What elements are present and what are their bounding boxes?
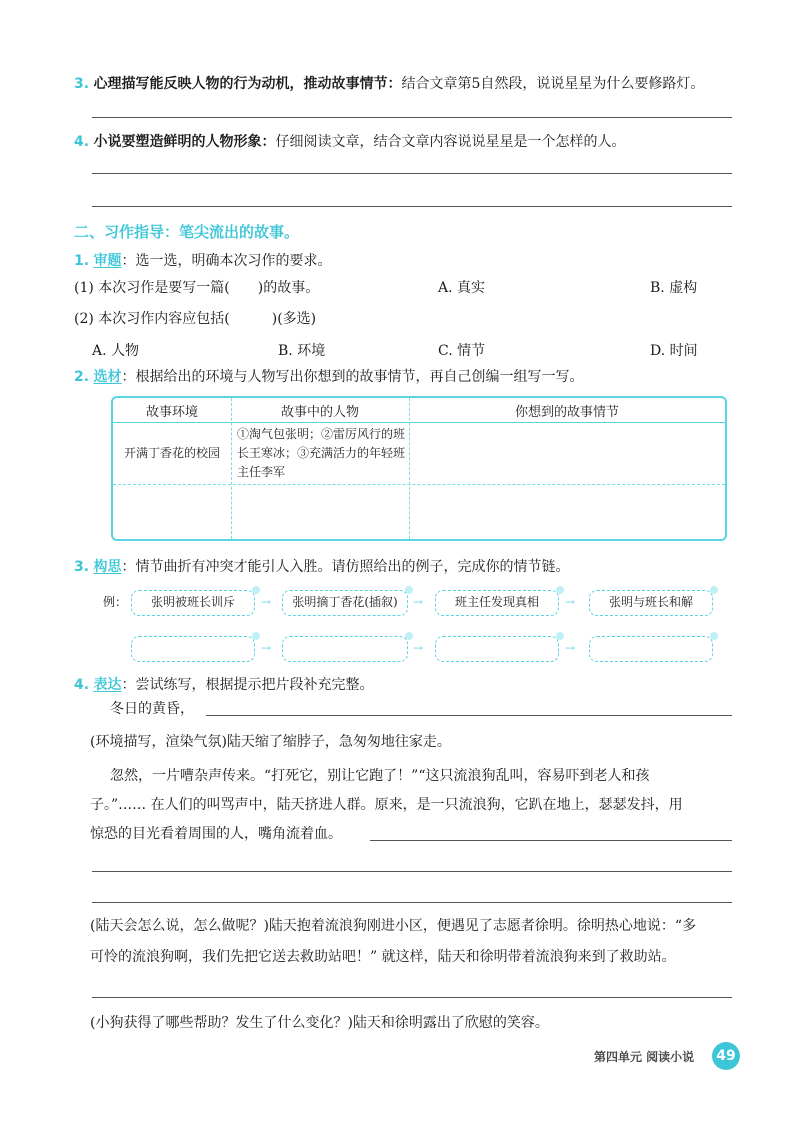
paragraph-text: 冬日的黄昏， [110, 701, 194, 717]
paragraph-text: 惊恐的目光看着周围的人，嘴角流着血。 [90, 826, 342, 842]
blank-cell[interactable] [411, 488, 723, 536]
task-text: ：尝试练写，根据提示把片段补充完整。 [121, 677, 374, 693]
paragraph-text: (小狗获得了哪些帮助？发生了什么变化？)陆天和徐明露出了欣慰的笑容。 [90, 1015, 549, 1031]
blank-cell[interactable] [115, 488, 229, 536]
sub-question-2: (2) 本次习作内容应包括( )(多选) [74, 311, 317, 327]
answer-line[interactable] [92, 117, 732, 118]
story-table [111, 396, 727, 541]
task-3 [74, 557, 570, 577]
table-header: 故事环境 [145, 405, 198, 420]
task-number: 1. [74, 253, 90, 269]
arrow-icon: → [261, 595, 272, 609]
question-title: 小说要塑造鲜明的人物形象： [93, 134, 276, 150]
answer-line[interactable] [92, 173, 732, 174]
paragraph-text: (陆天会怎么说，怎么做呢？)陆天抱着流浪狗刚进小区，便遇见了志愿者徐明。徐明热心地说：“多 [90, 918, 697, 934]
chain-input-box[interactable] [435, 636, 559, 662]
task-keyword: 构思 [93, 559, 122, 575]
chain-input-box[interactable] [282, 636, 408, 662]
chain-input-box[interactable] [131, 636, 255, 662]
chain-box: 张明摘丁香花(插叙) [282, 590, 408, 616]
table-cell: 开满丁香花的校园 [123, 446, 220, 460]
task-number: 2. [74, 369, 90, 385]
task-text: ：情节曲折有冲突才能引人入胜。请仿照给出的例子，完成你的情节链。 [121, 559, 570, 575]
answer-line[interactable] [92, 902, 732, 903]
answer-line[interactable] [92, 997, 732, 998]
option-b[interactable]: B. 环境 [278, 343, 326, 359]
option-d[interactable]: D. 时间 [650, 343, 698, 359]
question-4 [74, 132, 626, 152]
task-keyword: 审题 [93, 253, 122, 269]
question-number: 4. [74, 134, 90, 150]
task-2 [74, 367, 584, 387]
task-keyword: 选材 [93, 369, 122, 385]
footer-unit: 第四单元 阅读小说 [594, 1050, 695, 1064]
question-title: 心理描写能反映人物的行为动机，推动故事情节： [93, 76, 402, 92]
answer-line[interactable] [92, 206, 732, 207]
chain-box: 张明与班长和解 [589, 590, 713, 616]
example-label: 例： [103, 595, 128, 609]
table-divider [113, 484, 725, 485]
plot-input[interactable] [415, 425, 721, 481]
question-text: 仔细阅读文章，结合文章内容说说星星是一个怎样的人。 [275, 134, 626, 150]
paragraph-text: 子。”…… 在人们的叫骂声中，陆天挤进人群。原来，是一只流浪狗，它趴在地上，瑟瑟发抖，用 [90, 797, 683, 813]
arrow-icon: → [413, 595, 424, 609]
sub-question-1: (1) 本次习作是要写一篇( )的故事。 [74, 280, 320, 296]
section-heading: 二、习作指导：笔尖流出的故事。 [74, 223, 300, 241]
paragraph-text: 忽然，一片嘈杂声传来。“打死它，别让它跑了！”“这只流浪狗乱叫，容易吓到老人和孩 [110, 768, 650, 784]
task-keyword: 表达 [93, 677, 122, 693]
option-a[interactable]: A. 真实 [438, 280, 486, 296]
chain-box: 张明被班长训斥 [131, 590, 255, 616]
task-text: ：选一选，明确本次习作的要求。 [121, 253, 332, 269]
option-c[interactable]: C. 情节 [438, 343, 486, 359]
chain-input-box[interactable] [589, 636, 713, 662]
task-4 [74, 675, 374, 695]
blank-cell[interactable] [233, 488, 407, 536]
arrow-icon: → [565, 641, 576, 655]
option-a[interactable]: A. 人物 [92, 343, 140, 359]
task-number: 4. [74, 677, 90, 693]
paragraph-text: 可怜的流浪狗啊，我们先把它送去救助站吧！” 就这样，陆天和徐明带着流浪狗来到了救助站。 [90, 949, 676, 965]
question-number: 3. [74, 76, 90, 92]
answer-line[interactable] [92, 871, 732, 872]
table-cell: ①淘气包张明；②雷厉风行的班长王寒冰；③充满活力的年轻班主任李军 [237, 427, 406, 479]
arrow-icon: → [261, 641, 272, 655]
answer-line[interactable] [206, 715, 732, 716]
chain-box: 班主任发现真相 [435, 590, 559, 616]
task-number: 3. [74, 559, 90, 575]
answer-line[interactable] [370, 840, 732, 841]
task-text: ：根据给出的环境与人物写出你想到的故事情节，再自己创编一组写一写。 [121, 369, 584, 385]
paragraph-text: (环境描写，渲染气氛)陆天缩了缩脖子，急匆匆地往家走。 [90, 734, 451, 750]
arrow-icon: → [413, 641, 424, 655]
arrow-icon: → [565, 595, 576, 609]
table-header: 你想到的故事情节 [514, 405, 619, 420]
task-1 [74, 251, 332, 271]
table-header: 故事中的人物 [280, 405, 359, 420]
table-divider [113, 422, 725, 423]
page-number: 49 [712, 1042, 740, 1070]
question-text: 结合文章第5自然段，说说星星为什么要修路灯。 [401, 76, 705, 92]
option-b[interactable]: B. 虚构 [650, 280, 698, 296]
question-3 [74, 74, 704, 94]
